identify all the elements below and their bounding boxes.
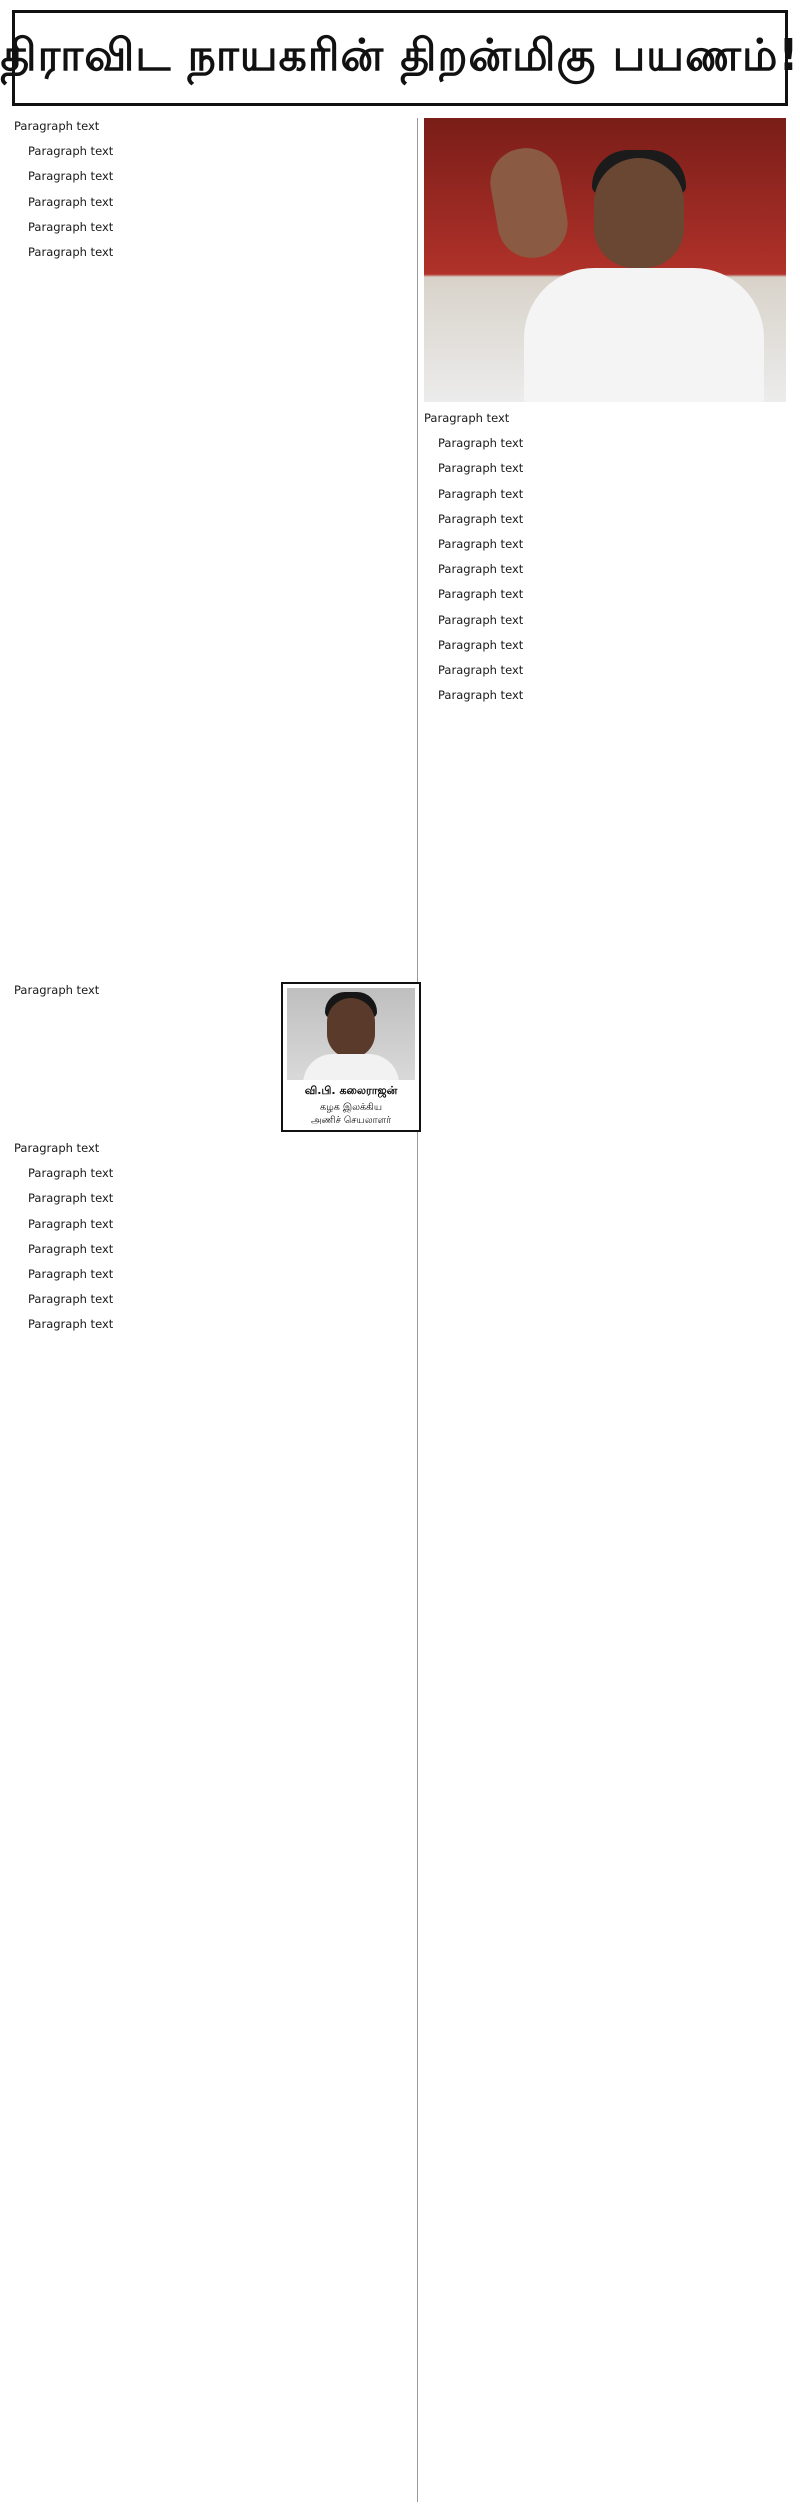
author-role-line1: கழக இலக்கிய — [320, 1102, 382, 1113]
body-paragraph: Paragraph text — [28, 1292, 114, 1307]
author-name: வி.பி. கலைராஜன் — [304, 1084, 398, 1097]
body-paragraph: Paragraph text — [14, 119, 100, 133]
author-photo-box — [281, 982, 421, 1132]
body-paragraph: Paragraph text — [438, 587, 524, 602]
author-role — [287, 1101, 415, 1127]
body-paragraph: Paragraph text — [438, 612, 524, 627]
hero-photo — [424, 118, 786, 402]
headline: திராவிட நாயகரின் திறன்மிகு பயணம்! — [0, 29, 800, 81]
body-paragraph: Paragraph text — [28, 1267, 114, 1282]
body-paragraph: Paragraph text — [438, 511, 524, 526]
left-column-upper — [14, 118, 412, 976]
body-paragraph: Paragraph text — [438, 486, 524, 501]
right-column — [424, 410, 786, 2502]
body-paragraph: Paragraph text — [28, 245, 114, 260]
body-paragraph: Paragraph text — [28, 1166, 114, 1181]
body-paragraph: Paragraph text — [28, 219, 114, 234]
body-paragraph: Paragraph text — [438, 562, 524, 577]
body-paragraph: Paragraph text — [28, 194, 114, 209]
body-paragraph: Paragraph text — [28, 1216, 114, 1231]
body-paragraph: Paragraph text — [28, 1191, 114, 1206]
body-paragraph: Paragraph text — [28, 169, 114, 184]
body-paragraph: Paragraph text — [28, 1241, 114, 1256]
body-paragraph: Paragraph text — [14, 1141, 100, 1155]
column-divider — [417, 118, 418, 2502]
body-paragraph: Paragraph text — [438, 688, 524, 703]
left-column-lower — [14, 1140, 412, 2502]
figure-body — [524, 268, 764, 402]
author-photo — [287, 988, 415, 1080]
author-role-line2: அணிச் செயலாளர் — [310, 1115, 392, 1126]
body-paragraph: Paragraph text — [438, 436, 524, 451]
body-paragraph: Paragraph text — [28, 1317, 114, 1332]
raised-hand — [485, 143, 573, 263]
left-column-beside-caption — [14, 982, 274, 1132]
figure-head — [594, 158, 684, 268]
body-paragraph: Paragraph text — [438, 537, 524, 552]
body-paragraph: Paragraph text — [438, 461, 524, 476]
body-paragraph: Paragraph text — [438, 637, 524, 652]
body-paragraph: Paragraph text — [438, 663, 524, 678]
body-paragraph: Paragraph text — [28, 144, 114, 159]
body-paragraph: Paragraph text — [14, 983, 100, 997]
body-paragraph: Paragraph text — [424, 411, 510, 425]
headline-frame — [0, 10, 800, 106]
